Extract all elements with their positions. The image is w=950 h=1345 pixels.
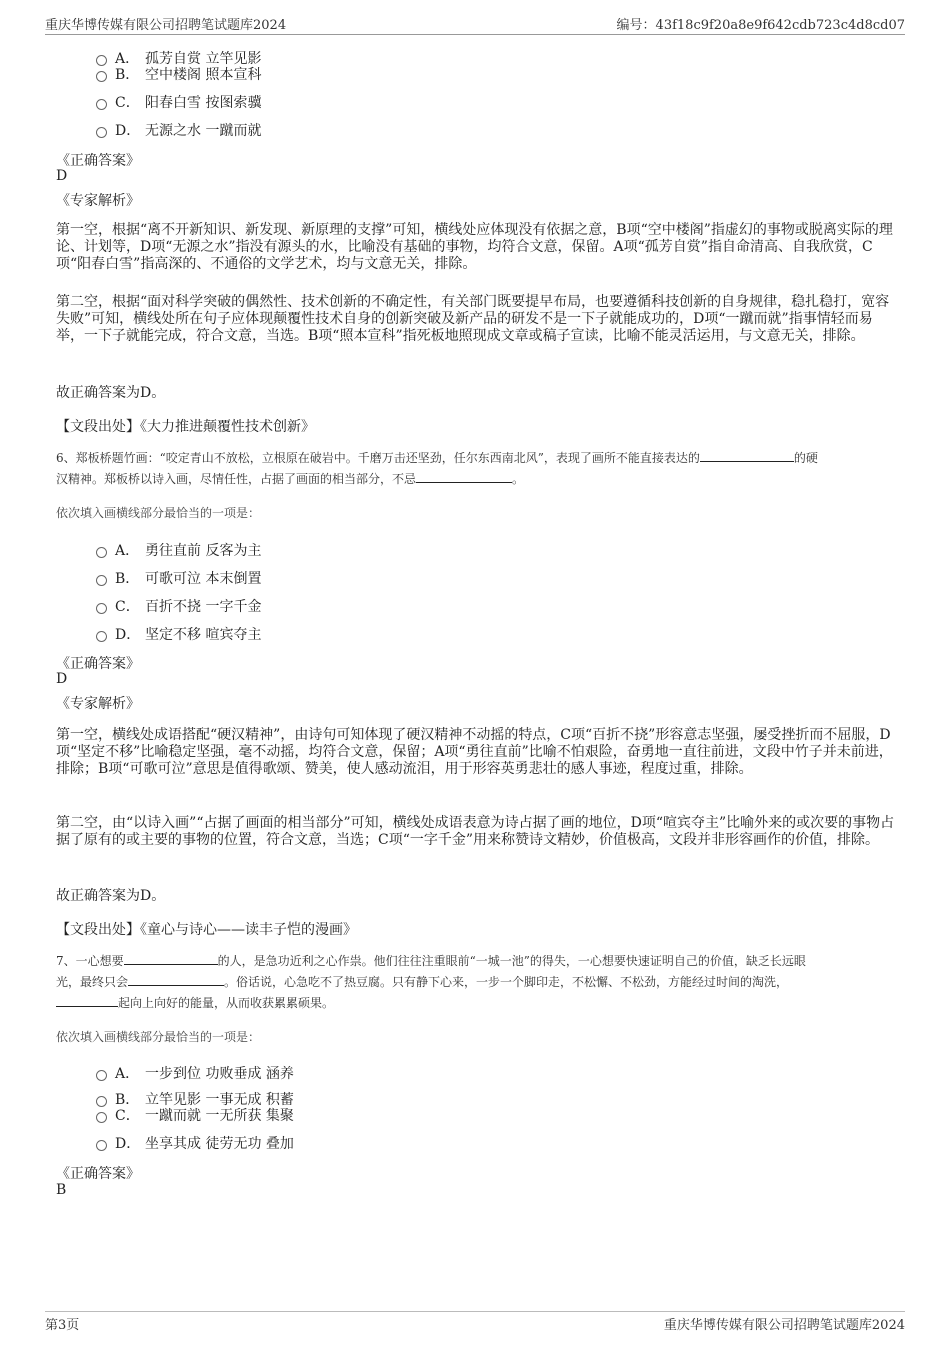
- q7-answer-heading: 《正确答案》: [56, 1166, 140, 1182]
- q7-option-d[interactable]: D． 坐享其成 徒劳无功 叠加: [96, 1133, 294, 1153]
- q5-analysis-paragraph-1: 第一空，根据“离不开新知识、新发现、新原理的支撑”可知，横线处应体现没有依据之意，B项“空中楼阁”指虚幻的事物或脱离实际的理论、计划等，D项“无源之水”指没有源头的水，比喻没有基础的事物，均符合文意，保留。A项“孤芳自赏”指自命清高、自我欣赏，C项“阳春白雪”指高深的、不通俗的文学艺术，均与文意无关，排除。: [56, 222, 893, 272]
- q5-option-b[interactable]: B． 空中楼阁 照本宣科: [96, 64, 261, 84]
- q5-analysis-heading: 《专家解析》: [56, 193, 140, 209]
- q5-answer: D: [56, 168, 68, 184]
- radio-icon[interactable]: [96, 547, 107, 558]
- q6-analysis-heading: 《专家解析》: [56, 696, 140, 712]
- q7-stem: 7、一心想要 的人，是急功近利之心作祟。他们往往注重眼前“一城一池”的得失，一心想要快速证明自己的价值，缺乏长远眼 光，最终只会 。俗话说，心急吃不了热豆腐。只有静下心来，一步一个脚印走，不松懈、不松劲，方能经过时间的淘洗， 起向上向好的能量，从而收获累累硕果。: [56, 954, 806, 1010]
- q6-blank-1: [700, 449, 794, 462]
- q6-blank-2: [416, 470, 512, 483]
- document-id: 编号：43f18c9f20a8e9f642cdb723c4d8cd07: [616, 18, 905, 33]
- q6-answer-heading: 《正确答案》: [56, 656, 140, 672]
- q7-blank-2: [128, 973, 224, 986]
- q5-option-c[interactable]: C． 阳春白雪 按图索骥: [96, 92, 261, 112]
- q5-option-d[interactable]: D． 无源之水 一蹴而就: [96, 120, 261, 140]
- footer-divider: [45, 1311, 905, 1312]
- q5-source: 【文段出处】《大力推进颠覆性技术创新》: [56, 419, 315, 435]
- q6-option-c[interactable]: C． 百折不挠 一字千金: [96, 596, 261, 616]
- q7-blank-1: [124, 952, 218, 965]
- radio-icon[interactable]: [96, 127, 107, 138]
- header-title: 重庆华博传媒有限公司招聘笔试题库2024: [45, 18, 287, 33]
- q6-analysis-paragraph-1: 第一空，横线处成语搭配“硬汉精神”，由诗句可知体现了硬汉精神不动摇的特点，C项“百折不挠”形容意志坚强，屡受挫折而不屈服，D项“坚定不移”比喻稳定坚强，毫不动摇，均符合文意，保留；A项“勇往直前”比喻不怕艰险，奋勇地一直往前进，文段中竹子并未前进，排除；B项“可歌可泣”意思是值得歌颂、赞美，使人感动流泪，用于形容英勇悲壮的感人事迹，程度过重，排除。: [56, 727, 893, 777]
- q6-analysis-paragraph-2: 第二空，由“以诗入画”“占据了画面的相当部分”可知，横线处成语表意为诗占据了画的地位，D项“喧宾夺主”比喻外来的或次要的事物占据了原有的或主要的事物的位置，符合文意，当选；C项“一字千金”用来称赞诗文精妙，价值极高，文段并非形容画作的价值，排除。: [56, 815, 895, 848]
- q7-answer: B: [56, 1182, 67, 1198]
- q7-option-b[interactable]: B． 立竿见影 一事无成 积蓄: [96, 1089, 294, 1109]
- radio-icon[interactable]: [96, 1070, 107, 1081]
- q5-analysis-paragraph-2: 第二空，根据“面对科学突破的偶然性、技术创新的不确定性，有关部门既要提早布局，也要遵循科技创新的自身规律，稳扎稳打，宽容失败”可知，横线处所在句子应体现颠覆性技术自身的创新突破及新产品的研发不是一下子就能成功的，D项“一蹴而就”指事情轻而易举，一下子就能完成，符合文意，当选。B项“照本宣科”指死板地照现成文章或稿子宣读，比喻不能灵活运用，与文意无关，排除。: [56, 294, 890, 344]
- q6-option-b[interactable]: B． 可歌可泣 本末倒置: [96, 568, 261, 588]
- q7-option-c[interactable]: C． 一蹴而就 一无所获 集聚: [96, 1105, 294, 1125]
- radio-icon[interactable]: [96, 99, 107, 110]
- q5-conclusion: 故正确答案为D。: [56, 385, 166, 401]
- q5-option-a[interactable]: A． 孤芳自赏 立竿见影: [96, 48, 261, 68]
- q5-answer-heading: 《正确答案》: [56, 153, 140, 169]
- q6-option-d[interactable]: D． 坚定不移 喧宾夺主: [96, 624, 261, 644]
- q6-stem: 6、郑板桥题竹画：“咬定青山不放松，立根原在破岩中。千磨万击还坚劲，任尔东西南北风”，表现了画所不能直接表达的 的硬 汉精神。郑板桥以诗入画，尽情任性，占据了画面的相当部分，不忌 。: [56, 451, 818, 486]
- radio-icon[interactable]: [96, 1112, 107, 1123]
- header-divider: [45, 34, 905, 35]
- radio-icon[interactable]: [96, 575, 107, 586]
- q6-source: 【文段出处】《童心与诗心——读丰子恺的漫画》: [56, 922, 357, 938]
- radio-icon[interactable]: [96, 631, 107, 642]
- q7-blank-3: [56, 994, 118, 1007]
- footer-title: 重庆华博传媒有限公司招聘笔试题库2024: [663, 1318, 905, 1333]
- q6-conclusion: 故正确答案为D。: [56, 888, 166, 904]
- q6-answer: D: [56, 671, 68, 687]
- q6-prompt: 依次填入画横线部分最恰当的一项是：: [56, 506, 261, 520]
- radio-icon[interactable]: [96, 603, 107, 614]
- radio-icon[interactable]: [96, 71, 107, 82]
- q6-option-a[interactable]: A． 勇往直前 反客为主: [96, 540, 261, 560]
- q7-option-a[interactable]: A． 一步到位 功败垂成 涵养: [96, 1063, 294, 1083]
- q7-prompt: 依次填入画横线部分最恰当的一项是：: [56, 1030, 261, 1044]
- radio-icon[interactable]: [96, 1140, 107, 1151]
- page-number: 第3页: [45, 1318, 80, 1333]
